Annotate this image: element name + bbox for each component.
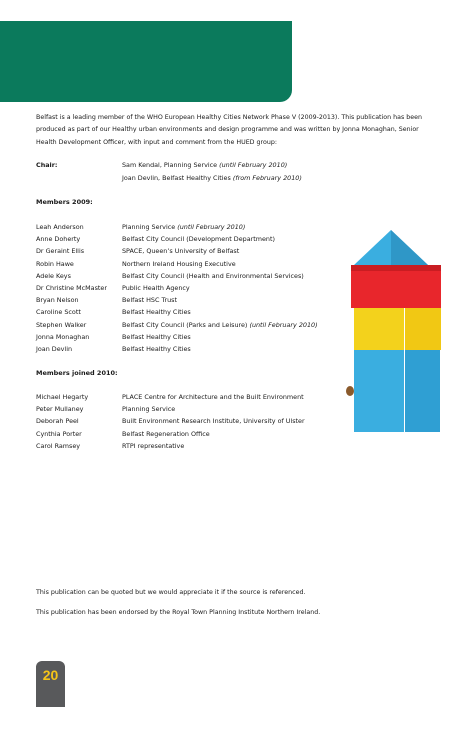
red-block bbox=[351, 265, 441, 308]
chair-role: Joan Devlin, Belfast Healthy Cities (from February 2010) bbox=[122, 174, 302, 182]
members-2010-heading: Members joined 2010: bbox=[36, 369, 118, 377]
member-organisation: Belfast Healthy Cities bbox=[122, 308, 191, 317]
footer-note-endorsement: This publication has been endorsed by the Royal Town Planning Institute Northern Ireland. bbox=[36, 609, 321, 616]
intro-paragraph: Belfast is a leading member of the WHO European Healthy Cities Network Phase V (2009-2013). This publication has been produced as part of our Healthy urban environments and design programme and was written by Jonna Monaghan, Senior Health Development Officer, with input and comment from the HUED group: bbox=[36, 114, 422, 146]
members-2009-heading: Members 2009: bbox=[36, 198, 93, 206]
yellow-block-left bbox=[354, 308, 404, 350]
member-name: Dr Geraint Ellis bbox=[36, 247, 85, 256]
chair-label: Chair: bbox=[36, 161, 58, 169]
page-number: 20 bbox=[42, 667, 59, 683]
member-name: Jonna Monaghan bbox=[36, 332, 90, 341]
member-name: Deborah Peel bbox=[36, 417, 79, 426]
member-organisation: SPACE, Queen’s University of Belfast bbox=[122, 247, 240, 256]
member-name: Peter Mullaney bbox=[36, 405, 84, 414]
member-name: Joan Devlin bbox=[36, 345, 73, 353]
member-organisation: Belfast Healthy Cities bbox=[122, 345, 191, 353]
member-organisation: Public Health Agency bbox=[122, 284, 190, 292]
member-organisation: Belfast City Council (Parks and Leisure) (until February 2010) bbox=[122, 320, 318, 329]
member-name: Cynthia Porter bbox=[36, 429, 82, 438]
page-number-tab bbox=[36, 661, 65, 707]
member-name: Anne Doherty bbox=[36, 235, 81, 244]
header-band bbox=[0, 21, 292, 102]
member-name: Dr Christine McMaster bbox=[36, 284, 107, 292]
member-name: Carol Ramsey bbox=[36, 441, 81, 450]
member-name: Caroline Scott bbox=[36, 308, 81, 317]
member-organisation: Belfast HSC Trust bbox=[122, 296, 177, 305]
member-organisation: Belfast City Council (Health and Environmental Services) bbox=[122, 271, 304, 280]
member-name: Stephen Walker bbox=[36, 320, 87, 329]
member-name: Adele Keys bbox=[36, 271, 71, 280]
member-organisation: Planning Service (until February 2010) bbox=[122, 223, 246, 231]
member-name: Michael Hegarty bbox=[36, 393, 89, 401]
member-organisation: Belfast City Council (Development Department) bbox=[122, 235, 275, 244]
member-name: Leah Anderson bbox=[36, 223, 84, 231]
member-name: Bryan Nelson bbox=[36, 296, 79, 305]
member-organisation: Belfast Healthy Cities bbox=[122, 332, 191, 341]
chair-role: Sam Kendal, Planning Service (until February 2010) bbox=[122, 161, 288, 169]
member-organisation: Built Environment Research Institute, University of Ulster bbox=[122, 417, 305, 426]
footer-note-quote: This publication can be quoted but we would appreciate it if the source is referenced. bbox=[36, 589, 306, 596]
yellow-block-right bbox=[405, 308, 441, 350]
blue-block-right bbox=[405, 350, 440, 432]
member-organisation: Planning Service bbox=[122, 405, 176, 414]
member-organisation: RTPI representative bbox=[122, 441, 185, 450]
member-name: Robin Hawe bbox=[36, 259, 74, 268]
blue-block-left bbox=[354, 350, 404, 432]
member-organisation: Northern Ireland Housing Executive bbox=[122, 259, 236, 268]
member-organisation: Belfast Regeneration Office bbox=[122, 429, 210, 438]
building-blocks-image bbox=[340, 224, 442, 436]
member-organisation: PLACE Centre for Architecture and the Built Environment bbox=[122, 393, 304, 401]
door-knob bbox=[346, 386, 354, 396]
